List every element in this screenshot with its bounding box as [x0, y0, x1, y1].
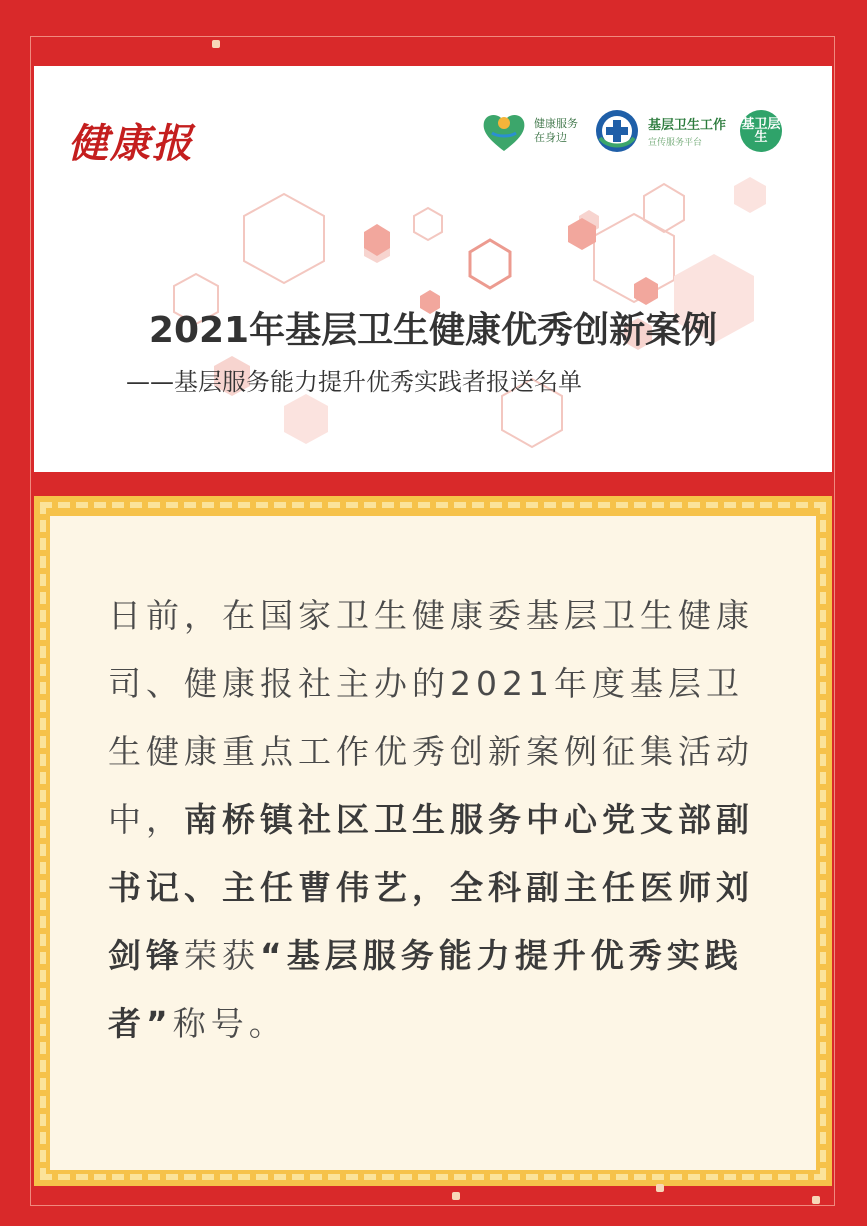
- header-card: [34, 66, 832, 472]
- announcement-text: [108, 582, 770, 1058]
- awardee-names: 南桥镇社区卫生服务中心党支部副书记、主任曹伟艺，全科副主任医师刘剑锋: [108, 800, 754, 975]
- org-logo-line2: 宣传服务平台: [647, 138, 702, 148]
- body-card: [50, 516, 816, 1170]
- partner-logos: [478, 106, 782, 156]
- decor-dot: [452, 1192, 460, 1200]
- award-title: “基层服务能力提升优秀实践者”: [108, 936, 743, 1043]
- cross-logo-icon: [594, 108, 640, 154]
- decor-dot: [212, 40, 220, 48]
- text-part-5: 称号。: [172, 1004, 287, 1043]
- org-logo-text: [648, 114, 726, 148]
- circle-logo: 基卫层生: [740, 110, 782, 152]
- heart-logo-icon: [478, 107, 530, 155]
- masthead-logo: 健康报: [68, 120, 194, 167]
- decor-dot: [656, 1184, 664, 1192]
- text-part-1: 日前，在国家卫生健康委基层卫生健康司、健康报社主办的2021年度基层卫生健康重点工作优秀创新案例征集活动中，: [108, 596, 754, 839]
- heart-logo-text: 健康服务 在身边: [533, 117, 578, 144]
- page-subtitle: ——基层服务能力提升优秀实践者报送名单: [126, 368, 582, 396]
- text-part-3: 荣获: [184, 936, 260, 975]
- page-title: 2021年基层卫生健康优秀创新案例: [148, 310, 718, 351]
- decor-dot: [812, 1196, 820, 1204]
- org-logo-line1: 基层卫生工作: [647, 118, 726, 133]
